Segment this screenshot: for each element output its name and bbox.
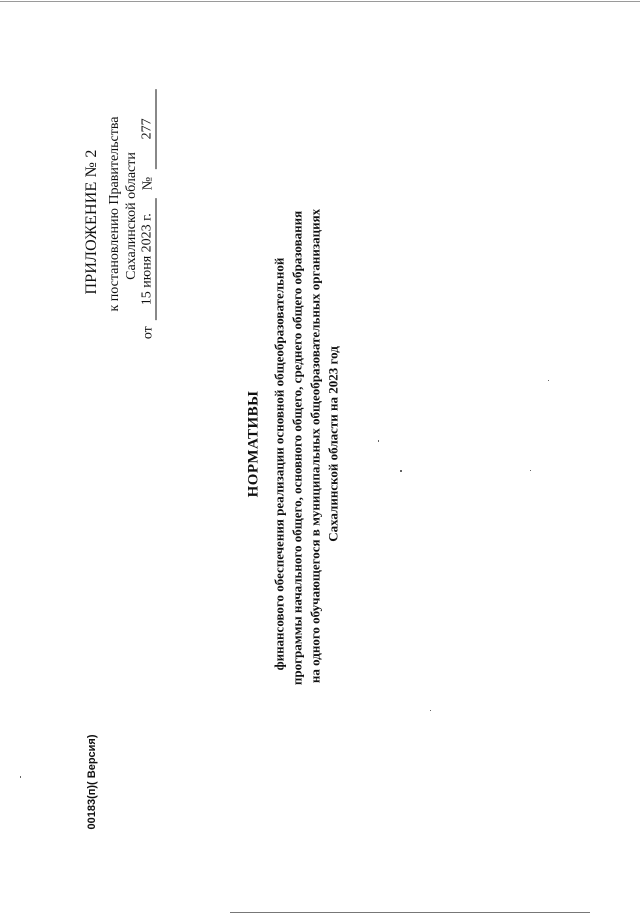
resolution-date: 15 июня 2023 г. bbox=[140, 198, 157, 320]
subtitle-line: финансового обеспечения реализации основной общеобразовательной bbox=[271, 257, 287, 671]
document-heading: НОРМАТИВЫ bbox=[245, 390, 262, 498]
appendix-to-resolution: к постановлению Правительства bbox=[107, 116, 122, 312]
scan-speck bbox=[20, 776, 21, 778]
page-bottom-edge bbox=[230, 912, 590, 913]
scan-speck bbox=[548, 380, 549, 381]
scan-speck bbox=[530, 470, 531, 471]
scan-speck bbox=[400, 470, 402, 472]
subtitle-line: на одного обучающегося в муниципальных общеобразовательных организациях bbox=[307, 208, 323, 684]
subtitle-line: программы начального общего, основного общего, среднего общего образования bbox=[289, 210, 305, 686]
scan-speck bbox=[430, 710, 431, 711]
number-label: № bbox=[140, 176, 156, 191]
subtitle-line: Сахалинской области на 2023 год bbox=[325, 346, 341, 542]
resolution-number: 277 bbox=[140, 89, 157, 169]
from-label: от bbox=[140, 326, 156, 340]
appendix-region: Сахалинской области bbox=[124, 152, 139, 280]
scan-speck bbox=[378, 440, 379, 442]
page-top-edge bbox=[0, 1, 640, 2]
appendix-title: ПРИЛОЖЕНИЕ № 2 bbox=[83, 149, 100, 295]
appendix-date-row bbox=[140, 89, 157, 339]
version-code: 00183(п)( Версия) bbox=[86, 734, 98, 830]
